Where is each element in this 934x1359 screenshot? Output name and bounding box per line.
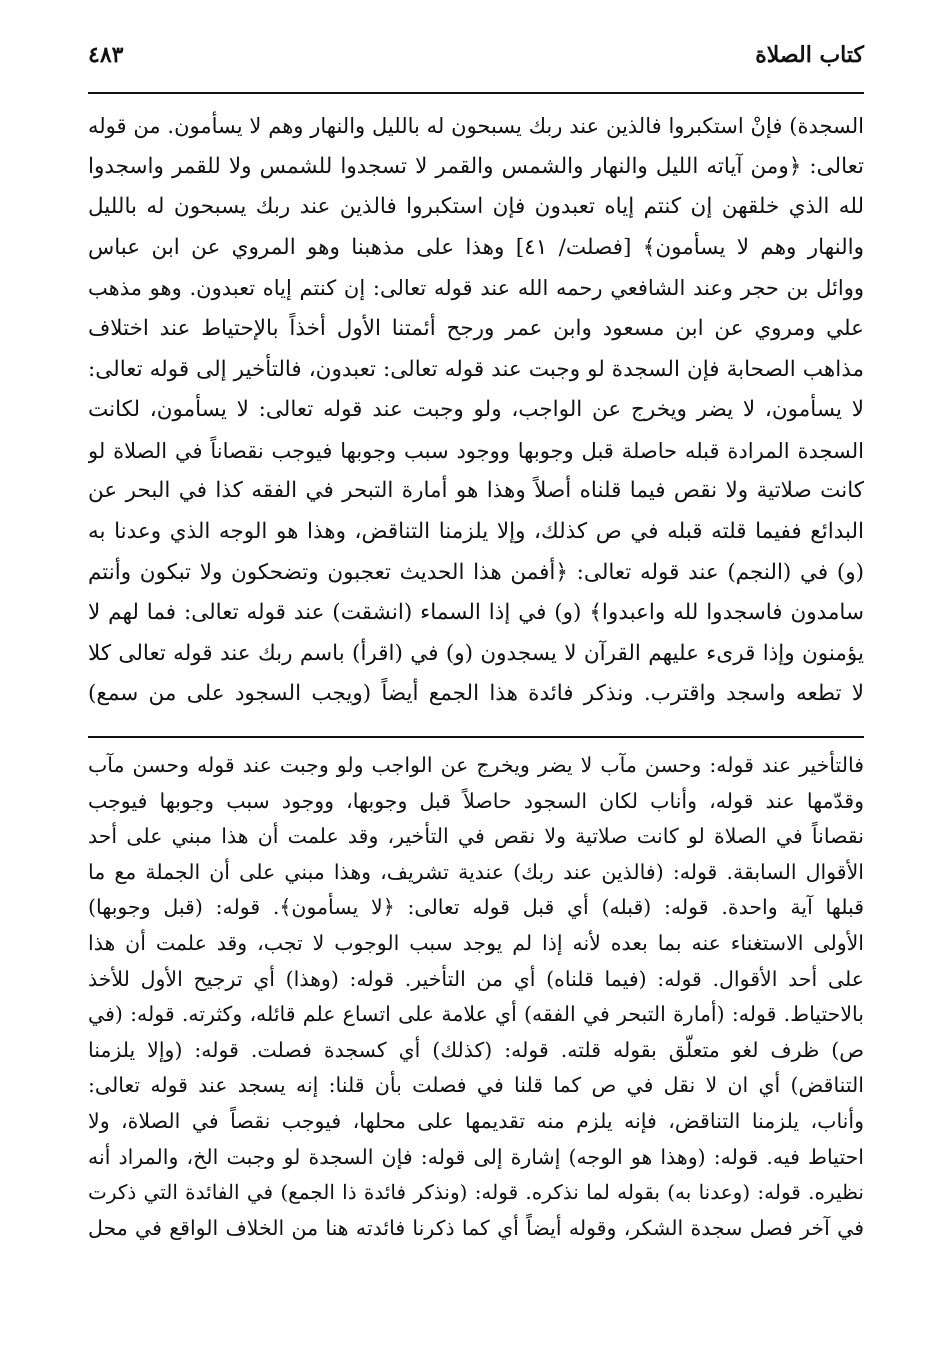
commentary-line: وقدّمها عند قوله، وأناب لكان السجود حاصلاً قبل وجوبها، ووجود سبب وجوبها فيوجب xyxy=(88,788,864,813)
commentary-text xyxy=(88,748,864,1246)
chapter-title: كتاب الصلاة xyxy=(755,42,864,68)
main-text-line: يؤمنون وإذا قرىء عليهم القرآن لا يسجدون (و) في (اقرأ) باسم ربك عند قوله تعالى كلا xyxy=(88,640,864,666)
main-text xyxy=(88,106,864,715)
main-text-line: ووائل بن حجر وعند الشافعي رحمه الله عند قوله تعالى: إن كنتم إياه تعبدون. وهو مذهب xyxy=(88,276,864,301)
commentary-line: ص) ظرف لغو متعلّق بقوله قلته. قوله: (كذلك) أي كسجدة فصلت. قوله: (وإلا يلزمنا xyxy=(88,1037,864,1062)
commentary-line: الأقوال السابقة. قوله: (فالذين عند ربك) عندية تشريف، وهذا مبني على أن الجملة مع ما xyxy=(88,859,864,884)
commentary-line: احتياط فيه. قوله: (وهذا هو الوجه) إشارة إلى قوله: فإن السجدة لو وجبت الخ، والمراد أنه xyxy=(88,1144,864,1169)
main-text-line: البدائع ففيما قلته قبله في ص كذلك، وإلا يلزمنا التناقض، وهذا هو الوجه الذي وعدنا به xyxy=(88,518,864,544)
page-header xyxy=(88,32,864,82)
commentary-line: بالاحتياط. قوله: (أمارة التبحر في الفقه) أي علامة على اتساع علم قائله، وكثرته. قوله: (في xyxy=(88,1002,864,1027)
commentary-divider xyxy=(88,736,864,738)
main-text-line: السجدة) فإنْ استكبروا فالذين عند ربك يسبحون له بالليل والنهار وهم لا يسأمون. من قوله xyxy=(88,114,864,138)
commentary-line: على أحد الأقوال. قوله: (فيما قلناه) أي من التأخير. قوله: (وهذا) أي ترجيح الأول للأخذ xyxy=(88,966,864,991)
header-divider xyxy=(88,92,864,94)
commentary-line: التناقض) أي ان لا نقل في ص كما قلنا في فصلت بأن قلنا: إنه يسجد عند قوله تعالى: xyxy=(88,1073,864,1098)
commentary-line: نقصاناً في الصلاة لو كانت صلاتية ولا نقص في التأخير، وقد علمت أن هذا مبني على أحد xyxy=(88,824,864,849)
commentary-line: الأولى الاستغناء عنه بما بعده لأنه إذا لم يوجد سبب الوجوب لا تجب، وقد علمت أن هذا xyxy=(88,930,864,955)
main-text-line: مذاهب الصحابة فإن السجدة لو وجبت عند قوله تعالى: تعبدون، فالتأخير إلى قوله تعالى: xyxy=(88,356,864,382)
main-text-line: لله الذي خلقهن إن كنتم إياه تعبدون فإن استكبروا فالذين عند ربك يسبحون له بالليل xyxy=(88,194,864,220)
commentary-line: في آخر فصل سجدة الشكر، وقوله أيضاً أي كما ذكرنا فائدته هنا من الخلاف الواقع في محل xyxy=(88,1215,864,1240)
main-text-line: السجدة المرادة قبله حاصلة قبل وجوبها ووجود سبب وجوبها فيوجب نقصاناً في الصلاة لو xyxy=(88,438,864,463)
main-text-line: لا تطعه واسجد واقترب. ونذكر فائدة هذا الجمع أيضاً (ويجب السجود على من سمع) xyxy=(88,681,864,707)
main-text-line: كانت صلاتية ولا نقص فيما قلناه أصلاً وهذا هو أمارة التبحر في الفقه كذا في البحر عن xyxy=(88,478,864,504)
main-text-line: والنهار وهم لا يسأمون﴾ [فصلت/ ٤١] وهذا على مذهبنا وهو المروي عن ابن عباس xyxy=(88,234,864,260)
commentary-line: وأناب، يلزمنا التناقض، فإنه يلزم منه تقديمها على محلها، فيوجب نقصاً في الصلاة، ولا xyxy=(88,1108,864,1133)
page-number: ٤٨٣ xyxy=(88,42,124,68)
main-text-line: تعالى: ﴿ومن آياته الليل والنهار والشمس والقمر لا تسجدوا للشمس ولا للقمر واسجدوا xyxy=(88,153,864,179)
commentary-line: نظيره. قوله: (وعدنا به) بقوله لما نذكره. قوله: (ونذكر فائدة ذا الجمع) في الفائدة التي ذكرت xyxy=(88,1180,864,1205)
commentary-line: فالتأخير عند قوله: وحسن مآب لا يضر ويخرج عن الواجب ولو وجبت عند قوله وحسن مآب xyxy=(88,753,864,777)
commentary-line: قبلها آية واحدة. قوله: (قبله) أي قبل قوله تعالى: ﴿لا يسأمون﴾. قوله: (قبل وجوبها) xyxy=(88,895,864,920)
main-text-line: سامدون فاسجدوا لله واعبدوا﴾ (و) في إذا السماء (انشقت) عند قوله تعالى: فما لهم لا xyxy=(88,600,864,626)
main-text-line: (و) في (النجم) عند قوله تعالى: ﴿أفمن هذا الحديث تعجبون وتضحكون ولا تبكون وأنتم xyxy=(88,559,864,585)
main-text-line: لا يسأمون، لا يضر ويخرج عن الواجب، ولو وجبت عند قوله تعالى: لا يسأمون، لكانت xyxy=(88,397,864,423)
main-text-line: علي ومروي عن ابن مسعود وابن عمر ورجح أئمتنا الأول أخذاً بالإحتياط عند اختلاف xyxy=(88,315,864,341)
